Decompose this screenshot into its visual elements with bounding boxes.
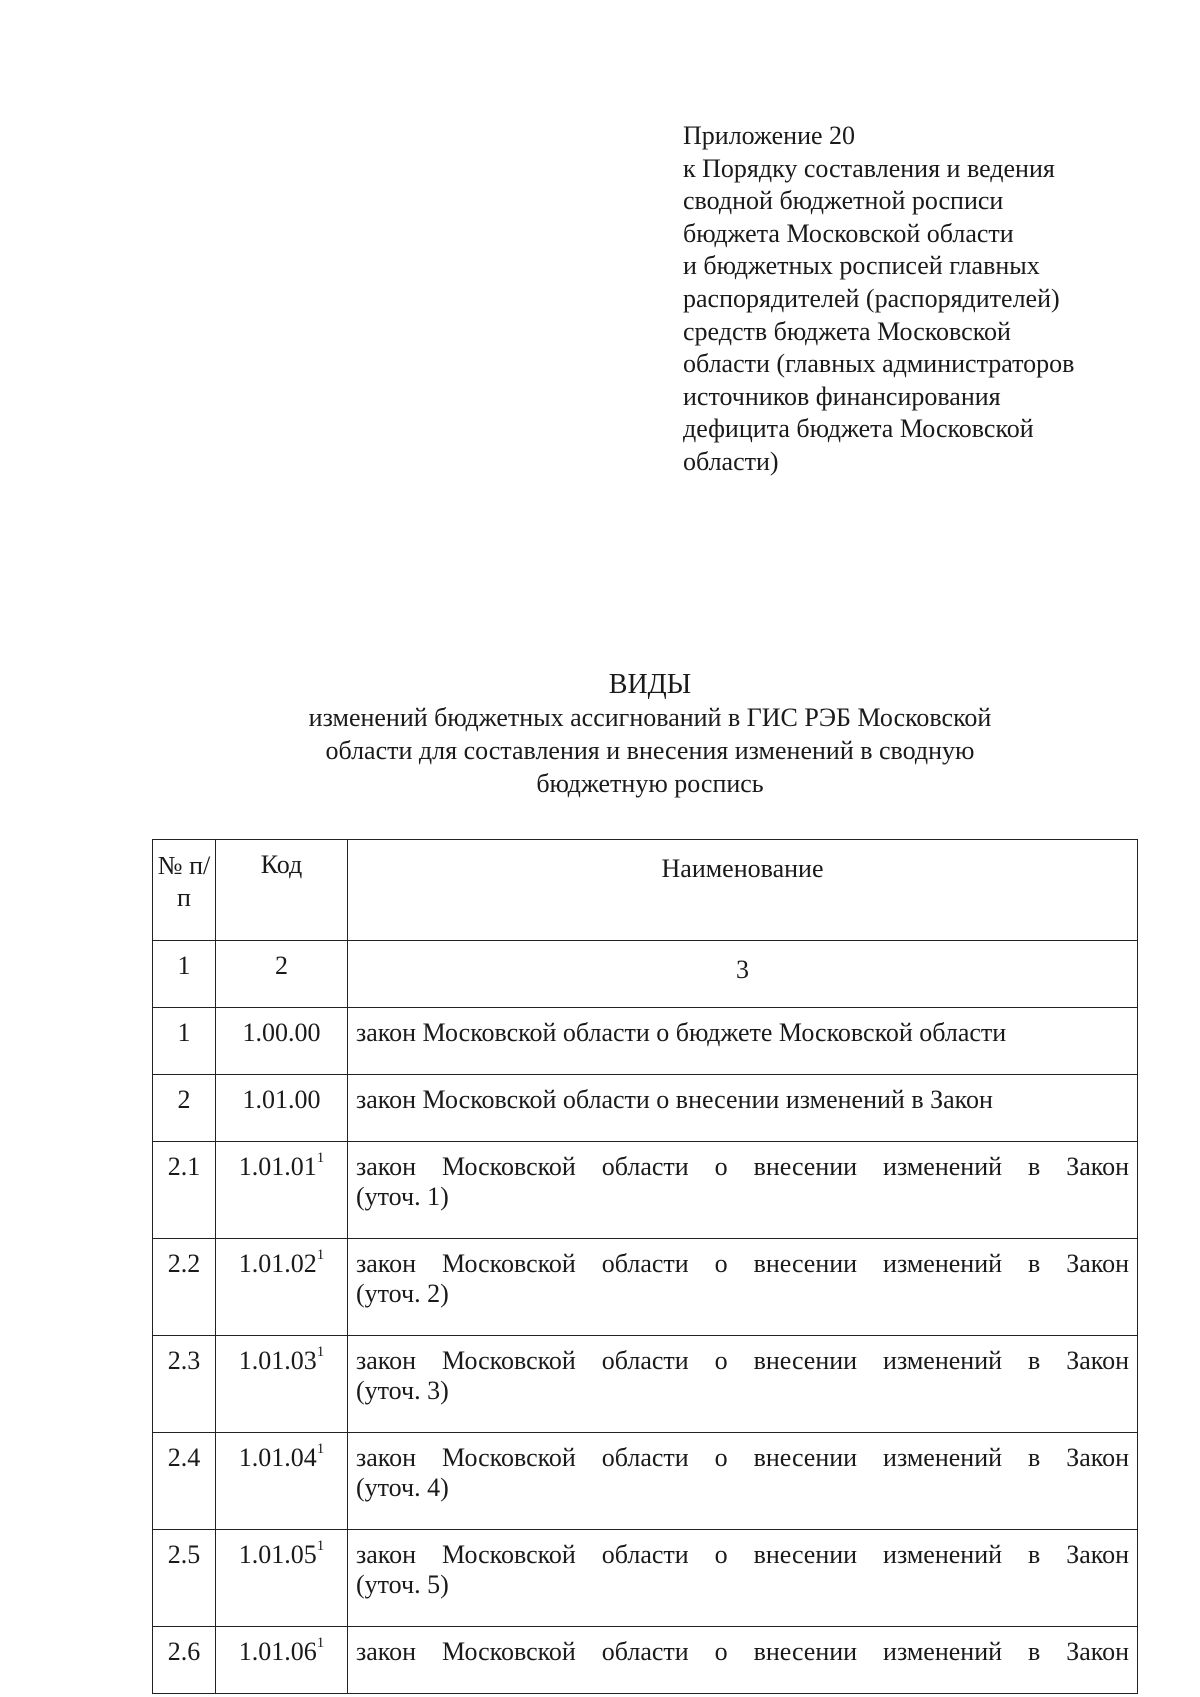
row-code [216, 1142, 348, 1239]
row-num: 2.4 [153, 1433, 216, 1530]
table-row [153, 1627, 1138, 1694]
row-num: 2.5 [153, 1530, 216, 1627]
row-code [216, 1530, 348, 1627]
row-code [216, 1433, 348, 1530]
row-name [348, 1142, 1138, 1239]
name-text: закон Московской области о внесении изменений в Закон [356, 1346, 1129, 1375]
footnote-mark: 1 [316, 1538, 325, 1554]
footnote-mark: 1 [316, 1247, 325, 1263]
row-name [348, 1627, 1138, 1694]
code-value: 1.01.02 [238, 1249, 317, 1278]
row-num: 2 [153, 1075, 216, 1142]
index-num: 1 [153, 941, 216, 1008]
name-text: закон Московской области о внесении изменений в Закон [356, 1540, 1129, 1569]
row-code [216, 1336, 348, 1433]
name-text: закон Московской области о внесении изменений в Закон [356, 1152, 1129, 1181]
footnote-mark: 1 [316, 1344, 325, 1360]
name-note: (уточ. 2) [356, 1279, 449, 1308]
row-num: 2.3 [153, 1336, 216, 1433]
header-num: № п/п [153, 840, 216, 941]
code-value: 1.01.01 [238, 1152, 317, 1181]
appendix-line: области (главных администраторов [683, 349, 1075, 379]
footnote-mark: 1 [316, 1635, 325, 1651]
table-row [153, 1075, 1138, 1142]
appendix-line: сводной бюджетной росписи [683, 186, 1004, 216]
table-header-row [153, 840, 1138, 941]
code-value: 1.00.00 [242, 1018, 321, 1047]
row-num: 1 [153, 1008, 216, 1075]
code-value: 1.01.06 [238, 1637, 317, 1666]
code-value: 1.01.03 [238, 1346, 317, 1375]
row-num: 2.1 [153, 1142, 216, 1239]
name-text: закон Московской области о бюджете Московской области [356, 1018, 1007, 1047]
footnote-mark: 1 [316, 1441, 325, 1457]
header-code: Код [216, 840, 348, 941]
appendix-line: Приложение 20 [683, 121, 856, 150]
row-name [348, 1075, 1138, 1142]
title-line: области для составления и внесения изменений в сводную [325, 736, 975, 765]
table-row [153, 1530, 1138, 1627]
title-line: изменений бюджетных ассигнований в ГИС РЭБ Московской [308, 703, 992, 732]
table-row [153, 1239, 1138, 1336]
name-text: закон Московской области о внесении изменений в Закон [356, 1249, 1129, 1278]
name-text: закон Московской области о внесении изменений в Закон [356, 1085, 993, 1114]
appendix-line: дефицита бюджета Московской [683, 414, 1034, 444]
row-name [348, 1530, 1138, 1627]
appendix-line: бюджета Московской области [683, 218, 1014, 248]
name-note: (уточ. 3) [356, 1376, 449, 1405]
code-value: 1.01.00 [242, 1085, 321, 1114]
appendix-header [683, 120, 1074, 479]
appendix-line: распорядителей (распорядителей) [683, 283, 1060, 313]
row-code [216, 1627, 348, 1694]
footnote-mark: 1 [316, 1150, 325, 1166]
row-code [216, 1239, 348, 1336]
title-line: бюджетную роспись [536, 769, 764, 798]
row-code [216, 1008, 348, 1075]
change-types-table [152, 839, 1138, 1694]
row-code [216, 1075, 348, 1142]
appendix-line: к Порядку составления и ведения [683, 153, 1055, 183]
table-index-row [153, 941, 1138, 1008]
appendix-line: и бюджетных росписей главных [683, 251, 1040, 281]
code-value: 1.01.04 [238, 1443, 317, 1472]
row-name [348, 1433, 1138, 1530]
index-name: 3 [348, 941, 1138, 1008]
table-row [153, 1142, 1138, 1239]
name-note: (уточ. 5) [356, 1570, 449, 1599]
appendix-line: средств бюджета Московской [683, 316, 1011, 346]
index-code: 2 [216, 941, 348, 1008]
name-note: (уточ. 1) [356, 1182, 449, 1211]
table-row [153, 1433, 1138, 1530]
appendix-line: источников финансирования [683, 381, 1001, 411]
row-name [348, 1239, 1138, 1336]
row-num: 2.6 [153, 1627, 216, 1694]
code-value: 1.01.05 [238, 1540, 317, 1569]
name-text: закон Московской области о внесении изменений в Закон [356, 1637, 1129, 1666]
row-name [348, 1008, 1138, 1075]
name-text: закон Московской области о внесении изменений в Закон [356, 1443, 1129, 1472]
header-name: Наименование [348, 840, 1138, 941]
document-title [150, 668, 1150, 800]
row-num: 2.2 [153, 1239, 216, 1336]
title-main: ВИДЫ [608, 669, 692, 700]
table-row [153, 1008, 1138, 1075]
table-row [153, 1336, 1138, 1433]
name-note: (уточ. 4) [356, 1473, 449, 1502]
appendix-line: области) [683, 446, 779, 476]
row-name [348, 1336, 1138, 1433]
